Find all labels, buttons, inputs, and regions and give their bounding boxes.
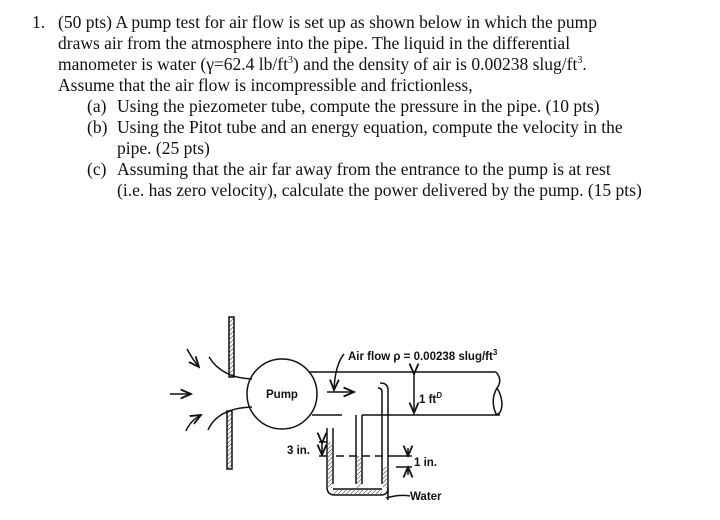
problem-line-2: draws air from the atmosphere into the pipe. The liquid in the differential (58, 33, 571, 53)
part-c-label: (c) (87, 159, 107, 179)
part-c: (c) Assuming that the air far away from the entrance to the pump is at rest (i.e. has zero velocity), calculate the power delivered by the pump. (15 pts) (87, 159, 642, 200)
water-left-leg (328, 442, 332, 488)
part-a: (a) Using the piezometer tube, compute the pressure in the pipe. (10 pts) (87, 96, 600, 116)
wall-lower (227, 411, 232, 469)
pump-label: Pump (266, 389, 298, 401)
inflow-arrow-top (187, 349, 199, 367)
inflow-arrow-bottom (186, 415, 201, 431)
water-right-leg (383, 467, 387, 488)
pitot-tube-inner (378, 388, 382, 484)
part-b: (b) Using the Pitot tube and an energy equation, compute the velocity in the pipe. (25 pts) (87, 117, 623, 158)
part-b-label: (b) (87, 117, 108, 137)
wall-upper (229, 317, 234, 377)
problem-line-3: manometer is water (γ=62.4 $lb/ft^3$) and the density of air is 0.00238 slug/$ft^3$. (58, 54, 587, 74)
pitot-height-label: 1 in. (414, 457, 438, 469)
water-bottom (333, 490, 382, 494)
diameter-label: 1 $ft^D$ (419, 391, 443, 406)
airflow-label: Air flow ρ = 0.00238 slug/$ft^3$ (348, 348, 498, 363)
problem-line-4: Assume that the air flow is incompressible and frictionless, (58, 75, 473, 95)
piezometer-height-label: 3 in. (287, 445, 311, 457)
problem-number: 1. (32, 12, 46, 32)
water-leader (386, 495, 410, 498)
part-a-label: (a) (87, 96, 107, 116)
water-label: Water (410, 491, 442, 503)
problem-line-1: 1. (50 pts) A pump test for air flow is set up as shown below in which the pump (32, 12, 598, 32)
water-center-leg (357, 456, 361, 488)
pipe-end-break (493, 372, 502, 414)
